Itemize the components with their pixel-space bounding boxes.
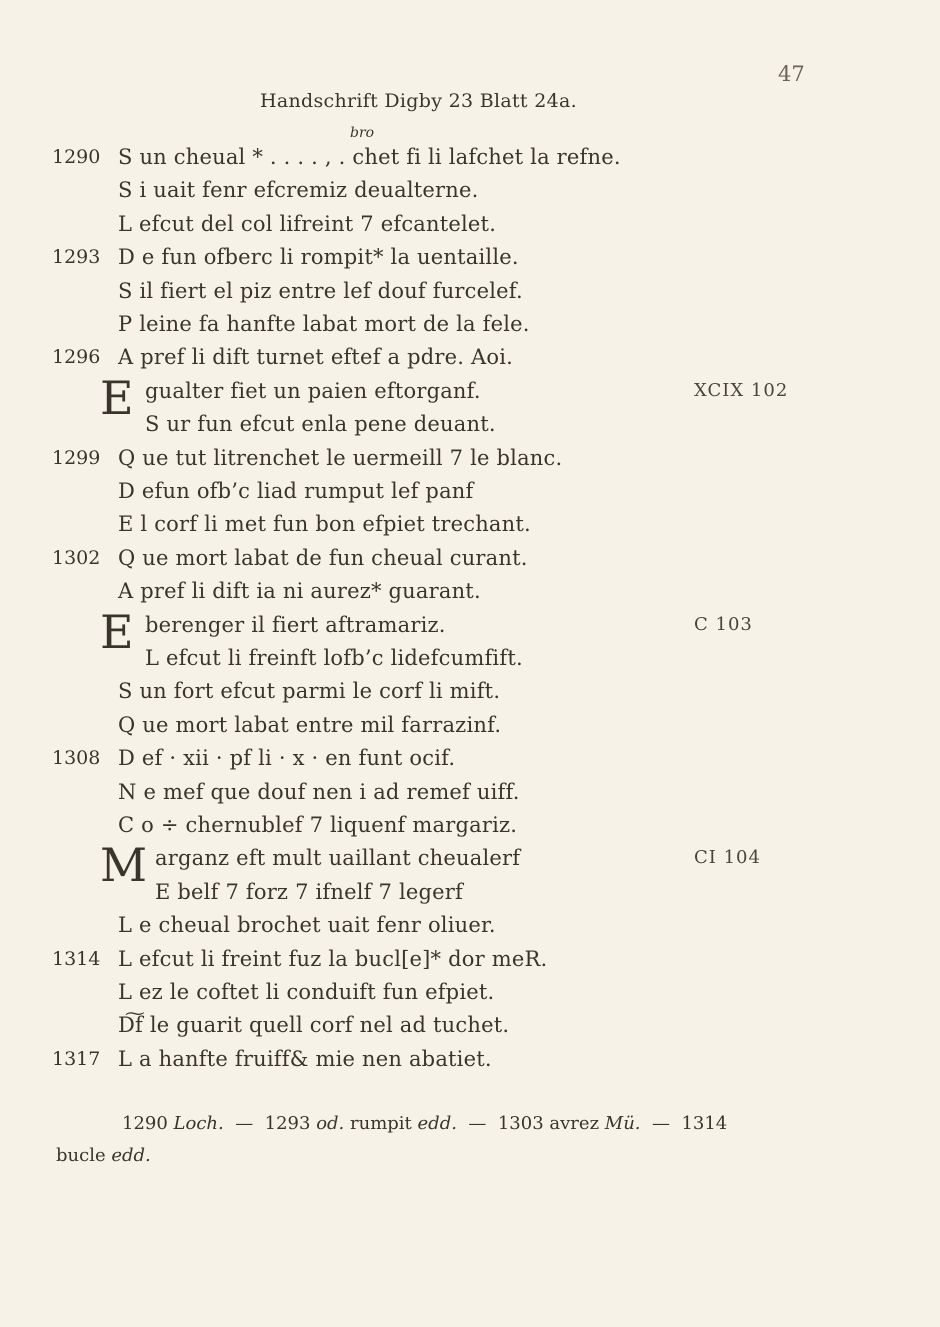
footnote-reading: bucle	[56, 1145, 106, 1166]
footnote-number: 1314	[681, 1113, 728, 1134]
footnote-number: 1290	[122, 1113, 168, 1134]
decorated-initial: E	[100, 604, 134, 659]
verse-text: L a hanfte fruiff& mie nen abatiet.	[118, 1046, 492, 1071]
verse-line	[0, 141, 940, 173]
verse-text: gualter fiet un paien eftorganf.	[145, 378, 481, 403]
verse-line	[0, 909, 940, 941]
verse-text: S un fort efcut parmi le corf li mift.	[118, 679, 501, 704]
verse-line	[0, 943, 940, 975]
verse-line	[0, 174, 940, 206]
page-number: 47	[778, 62, 805, 86]
verse-text: L efcut li freint fuz la bucl[e]* dor meR.	[118, 946, 548, 971]
verse-line	[0, 208, 940, 240]
line-number: 1293	[52, 246, 101, 269]
verse-line	[0, 542, 940, 574]
footnote-separator: —	[468, 1113, 487, 1134]
verse-text: L e cheual brochet uait fenr oliuer.	[118, 913, 496, 938]
verse-text: P leine fa hanfte labat mort de la fele.	[118, 312, 530, 336]
footnote-reading: avrez	[549, 1113, 600, 1134]
verse-text: L efcut li freinft lofb’c lidefcumfift.	[145, 646, 523, 670]
verse-line	[0, 976, 940, 1008]
verse-text: D efun ofb’c liad rumput lef panf	[118, 479, 474, 503]
footnote-source: edd.	[417, 1113, 457, 1134]
verse-line	[0, 1043, 940, 1075]
verse-line	[0, 776, 940, 808]
verse-text: S un cheual * . . . . , . chet fi li lafchet la refne.	[118, 145, 621, 169]
verse-text: A pref li dift turnet eftef a pdre. Aoi.	[118, 345, 514, 370]
footnote-number: 1303	[497, 1113, 544, 1134]
verse-line	[0, 575, 940, 607]
line-number: 1302	[52, 546, 101, 569]
verse-text: arganz eft mult uaillant cheualerf	[155, 846, 521, 871]
line-number: 1299	[52, 446, 101, 469]
verse-line	[0, 742, 940, 774]
line-number: 1317	[52, 1047, 101, 1070]
verse-text: L ez le coftet li conduift fun efpiet.	[118, 980, 495, 1004]
verse-text: Q ue tut litrenchet le uermeill 7 le blanc.	[118, 445, 563, 470]
verse-line	[0, 241, 940, 273]
decorated-initial: E	[100, 370, 134, 425]
verse-line	[0, 709, 940, 741]
verse-text: S i uait fenr efcremiz deualterne.	[118, 178, 479, 203]
verse-text: S il fiert el piz entre lef douf furcelef.	[118, 278, 523, 303]
verse-line	[0, 475, 940, 507]
verse-text: E belf 7 forz 7 ifnelf 7 legerf	[155, 879, 463, 904]
verse-text: N e mef que douf nen i ad remef uiff.	[118, 779, 520, 804]
verse-line	[0, 508, 940, 540]
verse-text: S ur fun efcut enla pene deuant.	[145, 412, 496, 437]
verse-text: D e fun ofberc li rompit* la uentaille.	[118, 245, 519, 270]
decorated-initial: M	[100, 838, 148, 893]
verse-line	[0, 876, 940, 908]
interlinear-note: bro	[350, 125, 375, 141]
verse-line	[0, 341, 940, 373]
verse-line	[0, 308, 940, 340]
verse-text: Q ue mort labat entre mil farrazinf.	[118, 712, 502, 737]
laisse-number: XCIX 102	[694, 379, 789, 401]
verse-line	[0, 675, 940, 707]
verse-text: berenger il fiert aftramariz.	[145, 612, 446, 637]
verse-text: E l corf li met fun bon efpiet trechant.	[118, 512, 531, 537]
verse-line	[0, 1009, 940, 1041]
laisse-number: C 103	[694, 613, 753, 635]
footnote-source: edd.	[111, 1145, 151, 1166]
laisse-number: CI 104	[694, 847, 761, 869]
line-number: 1296	[52, 346, 101, 369]
verse-text: C o ÷ chernublef 7 liquenf margariz.	[118, 813, 518, 837]
footnote-reading: rumpit	[350, 1113, 412, 1134]
verse-line	[0, 809, 940, 841]
footnote-source: Mü.	[604, 1113, 641, 1134]
verse-text: D͠f le guarit quell corf nel ad tuchet.	[118, 1013, 510, 1038]
verse-line	[0, 408, 940, 440]
line-number: 1314	[52, 947, 101, 970]
footnote-separator: —	[235, 1113, 254, 1134]
footnote-number: 1293	[264, 1113, 311, 1134]
footnote-source: Loch.	[173, 1113, 224, 1134]
footnote-source: od.	[316, 1113, 345, 1134]
line-number: 1308	[52, 747, 101, 770]
line-number: 1290	[52, 146, 101, 168]
footnote-line-2	[56, 1140, 151, 1172]
verse-text: L efcut del col lifreint 7 efcantelet.	[118, 211, 497, 236]
verse-line	[0, 275, 940, 307]
verse-text: A pref li dift ia ni aurez* guarant.	[118, 579, 481, 604]
verse-line	[0, 642, 940, 674]
verse-line	[0, 442, 940, 474]
verse-text: Q ue mort labat de fun cheual curant.	[118, 545, 528, 570]
footnote-separator: —	[651, 1113, 670, 1134]
running-header: Handschrift Digby 23 Blatt 24a.	[260, 90, 577, 112]
verse-text: D ef · xii · pf li · x · en funt ocif.	[118, 746, 456, 771]
footnote-line-1	[122, 1108, 727, 1140]
